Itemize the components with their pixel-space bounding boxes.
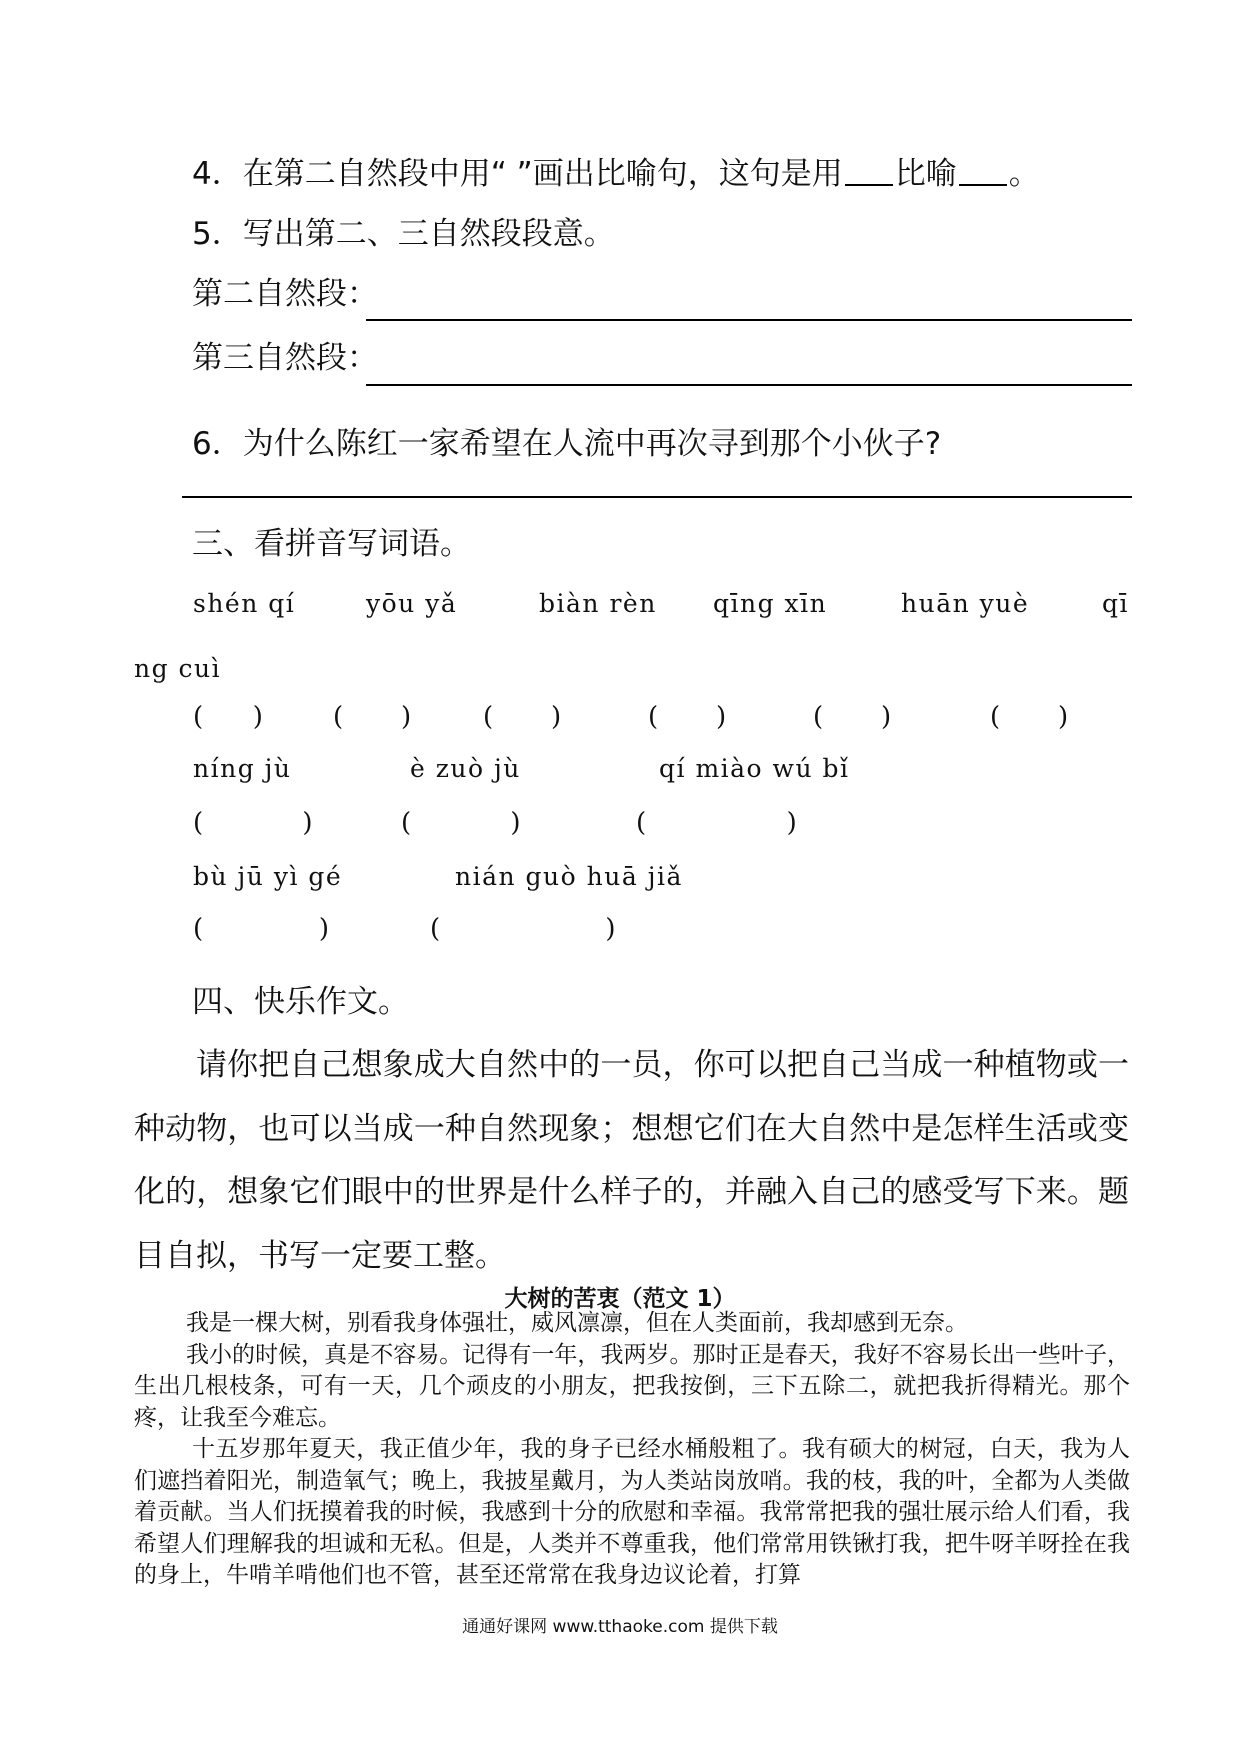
answer-line-paragraph-2[interactable] [366, 319, 1132, 321]
answer-box[interactable]: ( ) [813, 702, 892, 732]
pinyin-item: ng cuì [134, 654, 222, 683]
essay-title: 大树的苦衷（范文 1） [504, 1286, 736, 1312]
pinyin-item: huān yuè [901, 589, 1030, 618]
answer-blank[interactable] [845, 158, 893, 186]
answer-box[interactable]: ( ) [193, 702, 263, 732]
question-4-text: 4．在第二自然段中用“ ”画出比喻句，这句是用 [192, 156, 843, 192]
essay-paragraph: 我小的时候，真是不容易。记得有一年，我两岁。那时正是春天，我好不容易长出一些叶子，生出几根枝条，可有一天，几个顽皮的小朋友，把我按倒，三下五除二，就把我折得精光。那个疼，让我至今难忘。 [134, 1341, 1130, 1431]
section-3-heading: 三、看拼音写词语。 [192, 526, 471, 562]
pinyin-item: yōu yǎ [366, 589, 458, 618]
pinyin-item: bù jū yì gé [193, 862, 343, 891]
paragraph-3-label: 第三自然段： [192, 340, 378, 376]
answer-box[interactable]: ( ) [483, 702, 562, 732]
pinyin-item: shén qí [193, 589, 296, 618]
answer-box[interactable]: ( ) [333, 702, 412, 732]
pinyin-item: qīng xīn [713, 589, 828, 618]
pinyin-item: qī [1102, 589, 1129, 618]
pinyin-item: è zuò jù [410, 754, 521, 783]
section-4-heading: 四、快乐作文。 [192, 984, 409, 1020]
answer-box[interactable]: ( ) [193, 914, 329, 944]
essay-paragraph: 十五岁那年夏天，我正值少年，我的身子已经水桶般粗了。我有硕大的树冠，白天，我为人们遮挡着阳光，制造氧气；晚上，我披星戴月，为人类站岗放哨。我的枝，我的叶，全都为人类做着贡献。当人们抚摸着我的时候，我感到十分的欣慰和幸福。我常常把我的强壮展示给人们看，我希望人们理解我的坦诚和无私。但是，人类并不尊重我，他们常常用铁锹打我，把牛呀羊呀拴在我的身上，牛啃羊啃他们也不管，甚至还常常在我身边议论着，打算 [134, 1436, 1130, 1588]
answer-box[interactable]: ( ) [430, 914, 616, 944]
essay-paragraph: 我是一棵大树，别看我身体强壮，威风凛凛，但在人类面前，我却感到无奈。 [186, 1310, 968, 1336]
pinyin-item: qí miào wú bǐ [659, 754, 850, 783]
question-4 [192, 148, 1040, 193]
answer-box[interactable]: ( ) [648, 702, 727, 732]
question-5: 5．写出第二、三自然段段意。 [192, 216, 615, 252]
sample-essay [134, 1308, 1130, 1592]
question-4-text-2: 比喻 [894, 156, 957, 192]
answer-box[interactable]: ( ) [636, 808, 797, 838]
answer-box[interactable]: ( ) [193, 808, 313, 838]
answer-box[interactable]: ( ) [401, 808, 521, 838]
composition-prompt [134, 1034, 1129, 1288]
composition-prompt-text: 请你把自己想象成大自然中的一员，你可以把自己当成一种植物或一种动物，也可以当成一种自然现象；想想它们在大自然中是怎样生活或变化的，想象它们眼中的世界是什么样子的，并融入自己的感受写下来。题目自拟，书写一定要工整。 [134, 1047, 1129, 1274]
page-footer: 通通好课网 www.tthaoke.com 提供下载 [462, 1617, 778, 1637]
pinyin-item: nián guò huā jiǎ [455, 862, 683, 891]
pinyin-item: biàn rèn [539, 589, 657, 618]
question-6: 6．为什么陈红一家希望在人流中再次寻到那个小伙子? [192, 426, 942, 462]
pinyin-item: níng jù [193, 754, 292, 783]
answer-line-question-6[interactable] [182, 496, 1132, 498]
answer-line-paragraph-3[interactable] [366, 384, 1132, 386]
question-4-end: 。 [1008, 156, 1040, 192]
answer-blank[interactable] [959, 158, 1007, 186]
answer-box[interactable]: ( ) [990, 702, 1069, 732]
paragraph-2-label: 第二自然段： [192, 276, 378, 312]
